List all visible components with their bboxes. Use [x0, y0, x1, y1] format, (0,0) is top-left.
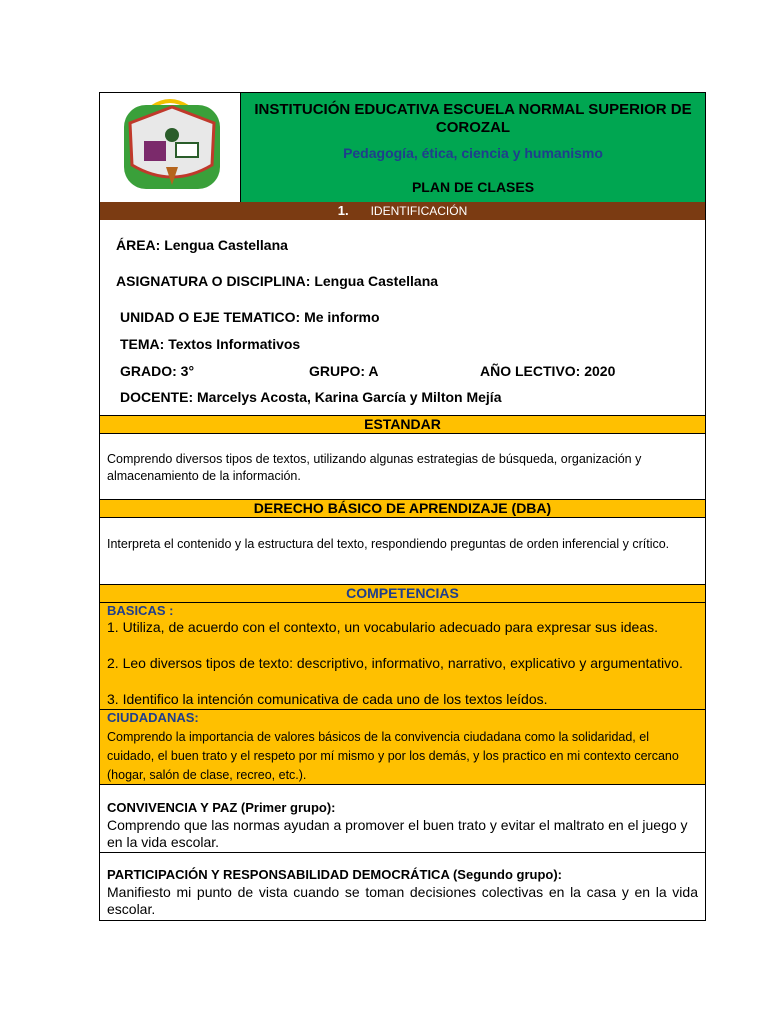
dba-heading: DERECHO BÁSICO DE APRENDIZAJE (DBA)	[100, 499, 705, 518]
header-banner	[241, 93, 705, 202]
institution-name: INSTITUCIÓN EDUCATIVA ESCUELA NORMAL SUPERIOR DE COROZAL	[254, 101, 692, 136]
tema-field: TEMA: Textos Informativos	[120, 336, 301, 352]
grado-field: GRADO: 3°	[120, 363, 195, 379]
ciudadanas-label: CIUDADANAS:	[107, 710, 199, 725]
competencias-heading: COMPETENCIAS	[100, 584, 705, 603]
basicas-label: BASICAS :	[107, 603, 174, 618]
estandar-text: Comprendo diversos tipos de textos, utilizando algunas estrategias de búsqueda, organización y almacenamiento de la información.	[107, 452, 642, 483]
basicas-block	[100, 603, 705, 709]
section-identificacion-bar	[100, 202, 705, 220]
basicas-item-2: 2. Leo diversos tipos de texto: descriptivo, informativo, narrativo, explicativo y argumentativo.	[107, 655, 683, 671]
anio-lectivo-field: AÑO LECTIVO: 2020	[480, 363, 616, 379]
grupo-field: GRUPO: A	[309, 363, 379, 379]
section-number: 1.	[337, 203, 349, 218]
area-field: ÁREA: Lengua Castellana	[116, 237, 288, 253]
lesson-plan-table	[99, 92, 706, 921]
divider	[100, 784, 705, 785]
basicas-item-1: 1. Utiliza, de acuerdo con el contexto, un vocabulario adecuado para expresar sus ideas.	[107, 619, 659, 635]
asignatura-field: ASIGNATURA O DISCIPLINA: Lengua Castellana	[116, 273, 439, 289]
school-crest-logo	[100, 93, 241, 202]
identification-block	[100, 220, 705, 413]
docente-field: DOCENTE: Marcelys Acosta, Karina García y Milton Mejía	[120, 389, 502, 405]
basicas-item-3: 3. Identifico la intención comunicativa de cada uno de los textos leídos.	[107, 691, 548, 707]
ciudadanas-block	[100, 710, 705, 784]
estandar-heading: ESTANDAR	[100, 415, 705, 434]
participacion-label: PARTICIPACIÓN Y RESPONSABILIDAD DEMOCRÁTICA (Segundo grupo):	[107, 867, 562, 882]
school-logo-cell	[100, 93, 241, 202]
section-title: IDENTIFICACIÓN	[370, 204, 468, 218]
divider	[100, 852, 705, 853]
institution-motto: Pedagogía, ética, ciencia y humanismo	[343, 145, 603, 161]
dba-text: Interpreta el contenido y la estructura del texto, respondiendo preguntas de orden inferencial y crítico.	[107, 537, 670, 551]
unidad-field: UNIDAD O EJE TEMATICO: Me informo	[120, 309, 380, 325]
convivencia-label: CONVIVENCIA Y PAZ (Primer grupo):	[107, 800, 336, 815]
ciudadanas-text: Comprendo la importancia de valores básicos de la convivencia ciudadana como la solidaridad, el cuidado, el buen trato y el respeto por mí mismo y por los demás, y los practico en mi contexto cercano (hogar, salón de clase, recreo, etc.).	[107, 730, 679, 782]
participacion-text: Manifiesto mi punto de vista cuando se toman decisiones colectivas en la casa y en la vida escolar.	[107, 884, 698, 917]
document-title: PLAN DE CLASES	[411, 179, 535, 195]
convivencia-text: Comprendo que las normas ayudan a promover el buen trato y evitar el maltrato en el juego y en la vida escolar.	[107, 817, 688, 850]
